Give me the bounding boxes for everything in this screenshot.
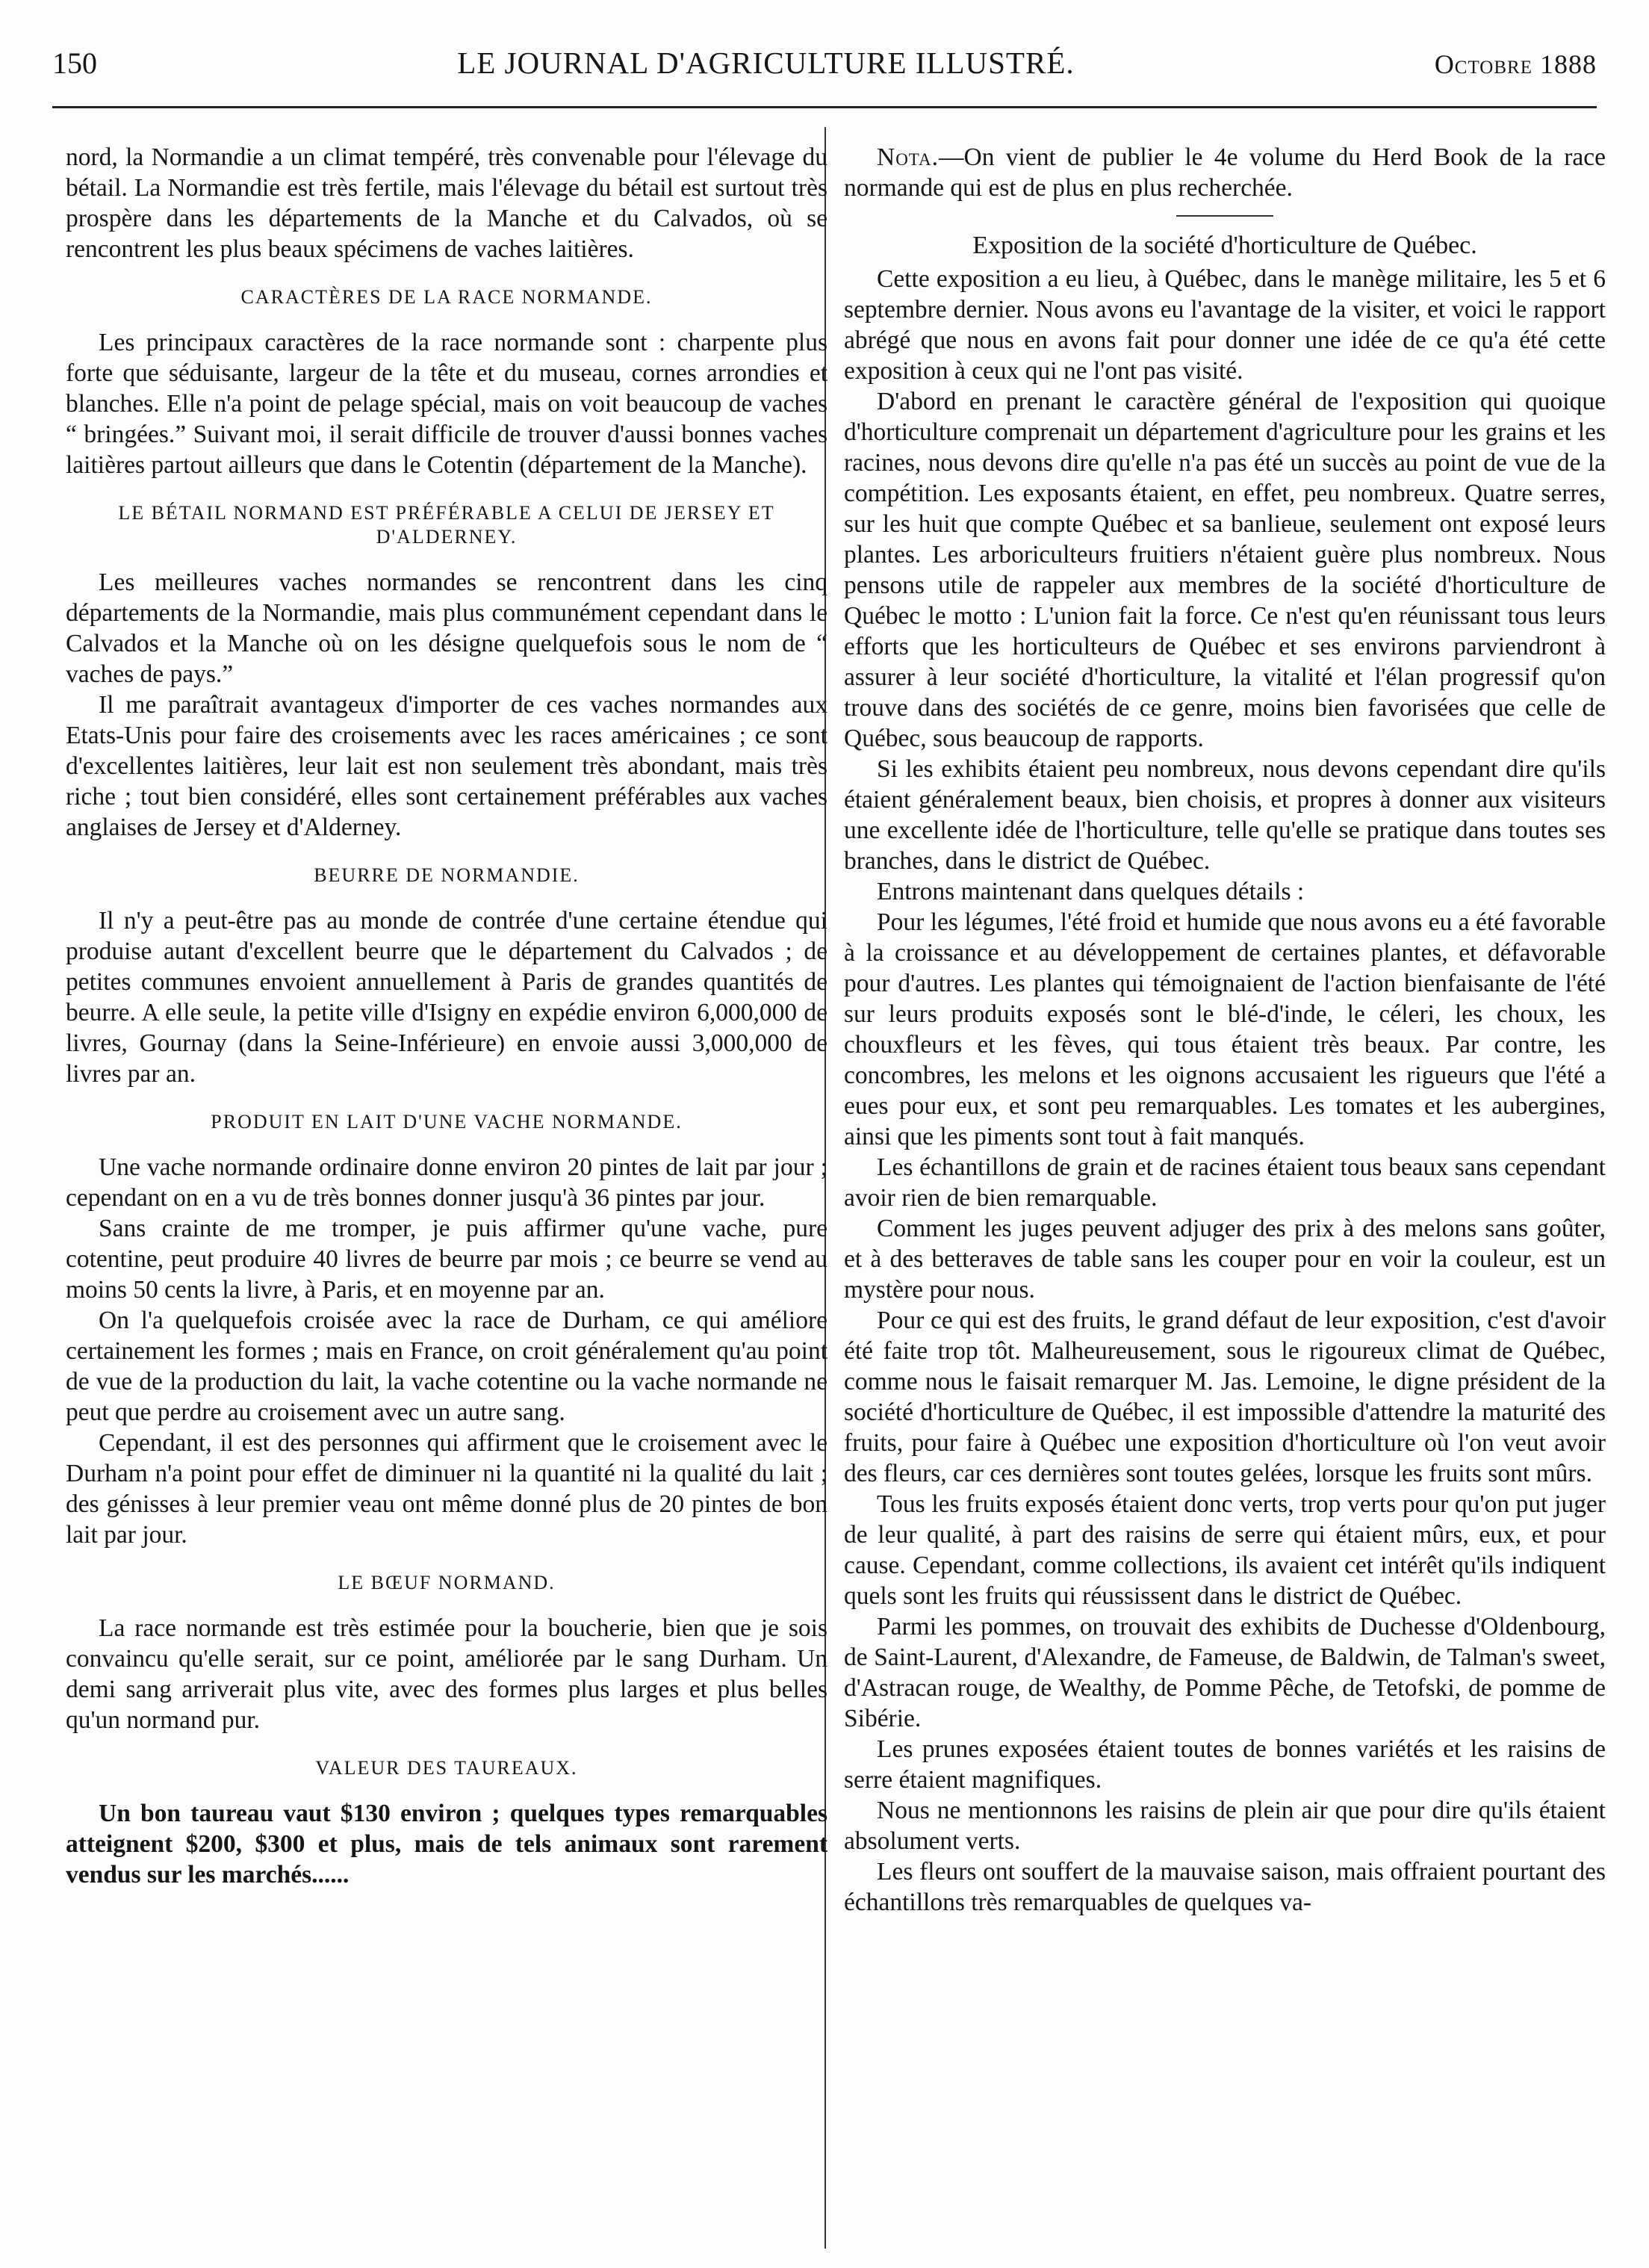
paragraph: Une vache normande ordinaire donne environ 20 pintes de lait par jour ; cependant on en a vu de très bonnes donner jusqu'à 36 pintes par jour. <box>66 1153 827 1212</box>
paragraph: Les meilleures vaches normandes se rencontrent dans les cinq départements de la Normandie, mais plus communément cependant dans le Calvados et la Manche où on les désigne quelquefois sous le nom de “ vaches de pays.” <box>66 568 827 688</box>
issue-date: Octobre 1888 <box>1434 49 1597 79</box>
paragraph: Pour les légumes, l'été froid et humide que nous avons eu a été favorable à la croissance et au développement de certaines plantes, et défavorable pour d'autres. Les plantes qui témoignaient de l'action bienfaisante de l'été sur leurs produits exposés sont le blé-d'inde, le céleri, les choux, les chouxfleurs et les fèves, qui tous étaient très beaux. Par contre, les concombres, les melons et les oignons accusaient les rigueurs que l'été a eues pour eux, et sont peu remarquables. Les tomates et les aubergines, ainsi que les piments sont tout à fait manqués. <box>844 908 1606 1150</box>
paragraph: La race normande est très estimée pour la boucherie, bien que je sois convaincu qu'elle serait, sur ce point, améliorée par le sang Durham. Un demi sang arriverait plus vite, avec des formes plus larges et plus belles qu'un normand pur. <box>66 1614 827 1734</box>
header-rule <box>52 106 1597 108</box>
paragraph: Tous les fruits exposés étaient donc verts, trop verts pour qu'on put juger de leur qualité, à part des raisins de serre qui étaient mûrs, eux, et pour cause. Cependant, comme collections, ils avaient cet intérêt qu'ils indiquent quels sont les fruits qui réussissent dans le district de Québec. <box>844 1490 1606 1610</box>
article-title: Exposition de la société d'horticulture de Québec. <box>972 232 1477 259</box>
paragraph: Pour ce qui est des fruits, le grand défaut de leur exposition, c'est d'avoir été faite trop tôt. Malheureusement, sous le rigoureux climat de Québec, comme nous le faisait remarquer M. Jas. Lemoine, le digne président de la société d'horticulture de Québec, il est impossible d'attendre la maturité des fruits, pour faire à Québec une exposition d'horticulture où l'on veut avoir des fleurs, car ces dernières sont toutes gelées, lorsque les fruits sont mûrs. <box>844 1307 1606 1487</box>
paragraph: Si les exhibits étaient peu nombreux, nous devons cependant dire qu'ils étaient généralement beaux, bien choisis, et propres à donner aux visiteurs une excellente idée de l'horticulture, telle qu'elle se pratique dans toutes ses branches, dans le district de Québec. <box>844 755 1606 875</box>
section-heading: BEURRE DE NORMANDIE. <box>314 864 580 886</box>
paragraph: Entrons maintenant dans quelques détails : <box>877 878 1305 905</box>
paragraph: Il n'y a peut-être pas au monde de contrée d'une certaine étendue qui produise autant d'excellent beurre que le département du Calvados ; de petites communes envoient annuellement à Paris de grandes quantités de beurre. A elle seule, la petite ville d'Isigny en expédie environ 6,000,000 de livres, Gournay (dans la Seine-Inférieure) en envoie aussi 3,000,000 de livres par an. <box>66 907 827 1088</box>
page-number: 150 <box>52 46 97 80</box>
short-rule <box>1176 215 1273 217</box>
paragraph: Les échantillons de grain et de racines étaient tous beaux sans cependant avoir rien de bien remarquable. <box>844 1153 1606 1212</box>
paragraph: Les principaux caractères de la race normande sont : charpente plus forte que séduisante, largeur de la tête et du museau, cornes arrondies et blanches. Elle n'a point de pelage spécial, mais on voit beaucoup de vaches “ bringées.” Suivant moi, il serait difficile de trouver d'aussi bonnes vaches laitières partout ailleurs que dans le Cotentin (département de la Manche). <box>66 329 827 479</box>
paragraph: Les prunes exposées étaient toutes de bonnes variétés et les raisins de serre étaient magnifiques. <box>844 1735 1606 1794</box>
paragraph: Les fleurs ont souffert de la mauvaise saison, mais offraient pourtant des échantillons très remarquables de quelques va- <box>844 1858 1606 1916</box>
section-heading: VALEUR DES TAUREAUX. <box>315 1757 578 1779</box>
paragraph: On l'a quelquefois croisée avec la race de Durham, ce qui améliore certainement les formes ; mais en France, on croit généralement qu'au point de vue de la production du lait, la vache cotentine ou la vache normande ne peut que perdre au croisement avec un autre sang. <box>66 1307 827 1426</box>
right-column <box>844 142 1606 1918</box>
nota-text: —On vient de publier le 4e volume du Herd Book de la race normande qui est de plus en plus recherchée. <box>844 143 1606 202</box>
paragraph: D'abord en prenant le caractère général de l'exposition qui quoique d'horticulture comprenait un département d'agriculture pour les grains et les racines, nous devons dire qu'elle n'a pas été un succès au point de vue de la compétition. Les exposants étaient, en effet, peu nombreux. Quatre serres, sur les huit que compte Québec et sa banlieue, seulement ont exposé leurs plantes. Les arboriculteurs fruitiers n'étaient guère plus nombreux. Nous pensons utile de rappeler aux membres de la société d'horticulture de Québec le motto : L'union fait la force. Ce n'est qu'en réunissant tous leurs efforts que les horticulteurs de Québec et ses environs parviendront à assurer à leur société d'horticulture, la vitalité et l'élan progressif qu'on trouve dans des sociétés de ce genre, moins bien favorisées que celle de Québec, sous beaucoup de rapports. <box>844 388 1606 752</box>
paragraph: Sans crainte de me tromper, je puis affirmer qu'une vache, pure cotentine, peut produire 40 livres de beurre par mois ; ce beurre se vend au moins 50 cents la livre, à Paris, et en moyenne par an. <box>66 1215 827 1304</box>
paragraph: Cependant, il est des personnes qui affirment que le croisement avec le Durham n'a point pour effet de diminuer ni la quantité ni la qualité du lait ; des génisses à leur premier veau ont même donné plus de 20 pintes de bon lait par jour. <box>66 1429 827 1549</box>
paragraph: nord, la Normandie a un climat tempéré, très convenable pour l'élevage du bétail. La Normandie est très fertile, mais l'élevage du bétail est surtout très prospère dans les départements de la Manche et du Calvados, où se rencontrent les plus beaux spécimens de vaches laitières. <box>66 143 827 263</box>
section-heading: PRODUIT EN LAIT D'UNE VACHE NORMANDE. <box>211 1111 683 1133</box>
running-header <box>52 45 1597 84</box>
section-heading: LE BÉTAIL NORMAND EST PRÉFÉRABLE A CELUI DE JERSEY ET D'ALDERNEY. <box>118 502 775 548</box>
paragraph: Comment les juges peuvent adjuger des prix à des melons sans goûter, et à des betteraves de table sans les couper pour en voir la couleur, est un mystère pour nous. <box>844 1215 1606 1304</box>
paragraph: Il me paraîtrait avantageux d'importer de ces vaches normandes aux Etats-Unis pour faire des croisements avec les races américaines ; ce sont d'excellentes laitières, leur lait est non seulement très abondant, mais très riche ; tout bien considéré, elles sont certainement préférables aux vaches anglaises de Jersey et d'Alderney. <box>66 691 827 841</box>
nota-label: Nota. <box>877 143 939 171</box>
nota-paragraph <box>844 142 1606 203</box>
left-column <box>66 142 827 1890</box>
paragraph: Cette exposition a eu lieu, à Québec, dans le manège militaire, les 5 et 6 septembre dernier. Nous avons eu l'avantage de la visiter, et voici le rapport abrégé que nous en avons fait pour donner une idée de ce qu'a été cette exposition à ceux qui ne l'ont pas visité. <box>844 265 1606 385</box>
section-heading: LE BŒUF NORMAND. <box>338 1572 556 1593</box>
paragraph: Un bon taureau vaut $130 environ ; quelques types remarquables atteignent $200, $300 et plus, mais de tels animaux sont rarement vendus sur les marchés...... <box>66 1800 827 1889</box>
section-heading: CARACTÈRES DE LA RACE NORMANDE. <box>240 286 653 308</box>
paragraph: Parmi les pommes, on trouvait des exhibits de Duchesse d'Oldenbourg, de Saint-Laurent, d'Alexandre, de Fameuse, de Baldwin, de Talman's sweet, d'Astracan rouge, de Wealthy, de Pomme Pêche, de Tetofski, de pomme de Sibérie. <box>844 1613 1606 1732</box>
journal-title: LE JOURNAL D'AGRICULTURE ILLUSTRÉ. <box>457 46 1075 80</box>
paragraph: Nous ne mentionnons les raisins de plein air que pour dire qu'ils étaient absolument verts. <box>844 1797 1606 1855</box>
